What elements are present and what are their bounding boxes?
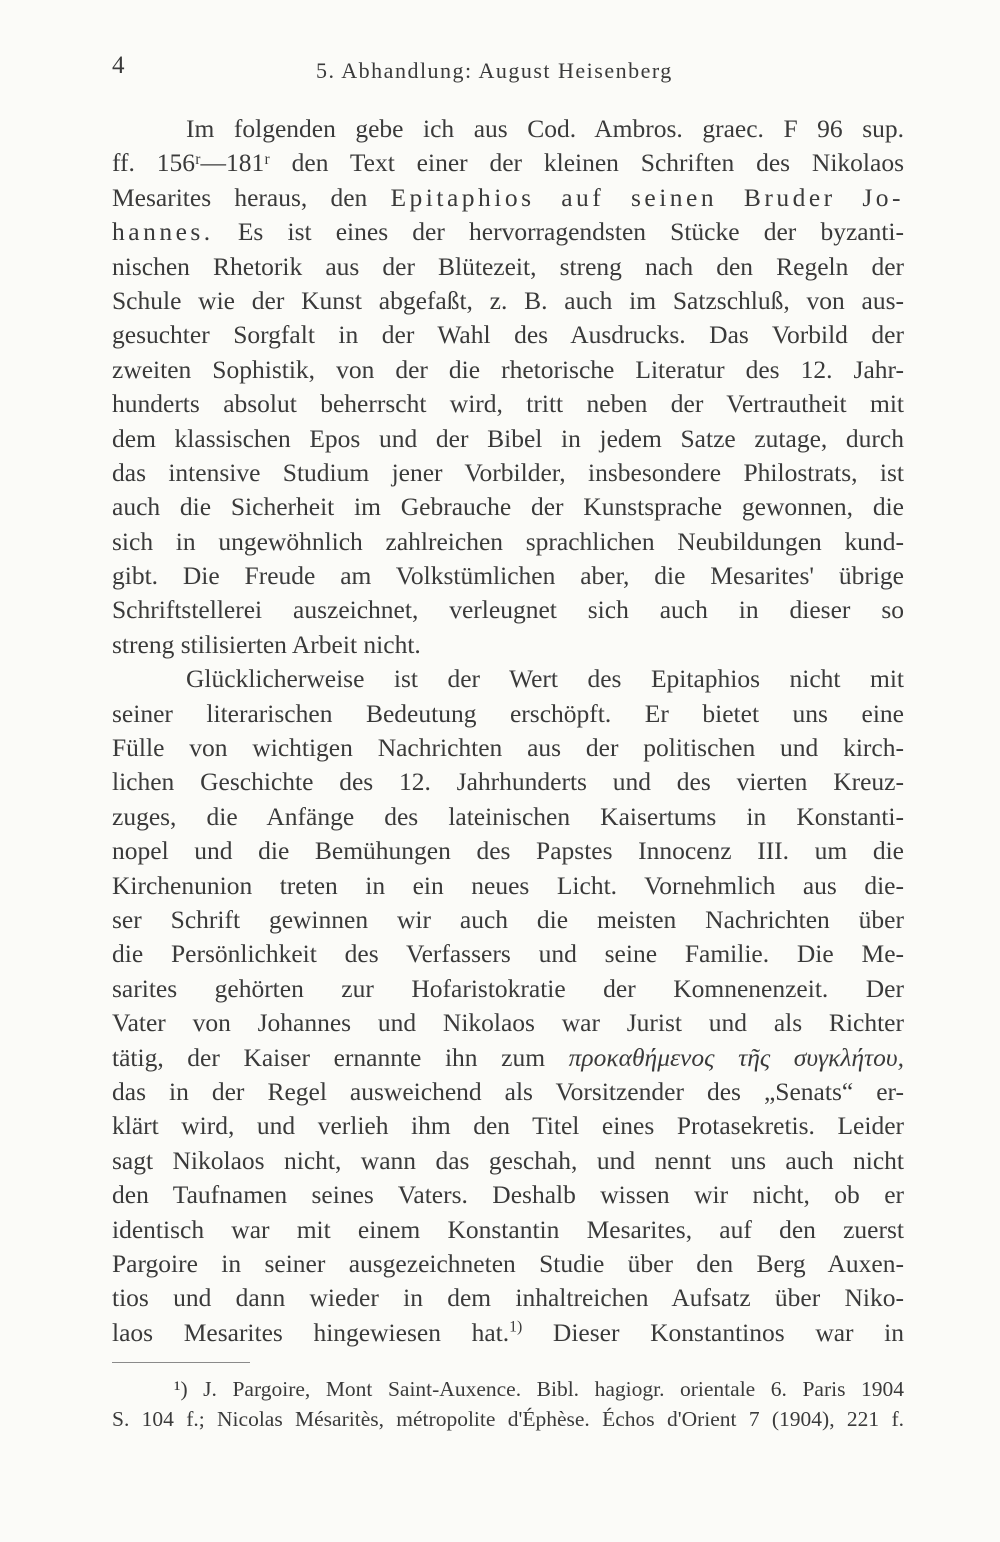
text-line: sarites gehörten zur Hofaristokratie der Komnenenzeit. Der (112, 973, 904, 1003)
text-line: tios und dann wieder in dem inhaltreichen Aufsatz über Niko- (112, 1283, 904, 1313)
spaced-title-end: hannes. (112, 217, 214, 247)
text-line: Glücklicherweise ist der Wert des Epitaphios nicht mit (186, 664, 904, 694)
text-line: dem klassischen Epos und der Bibel in jedem Satze zutage, durch (112, 423, 904, 453)
body-text (112, 112, 904, 1350)
footnotes (112, 1374, 904, 1434)
footnote-mark: 1) (509, 1318, 523, 1336)
text-line: Mesarites heraus, den Epitaphios auf seinen Bruder Jo- (112, 182, 904, 212)
text-line: seiner literarischen Bedeutung erschöpft. Er bietet uns eine (112, 698, 904, 728)
text-line: sagt Nikolaos nicht, wann das geschah, und nennt uns auch nicht (112, 1145, 904, 1175)
text-line: lichen Geschichte des 12. Jahrhunderts und des vierten Kreuz- (112, 767, 904, 797)
text-line: den Taufnamen seines Vaters. Deshalb wissen wir nicht, ob er (112, 1180, 904, 1210)
text-line: hunderts absolut beherrscht wird, tritt neben der Vertrautheit mit (112, 389, 904, 419)
page-number: 4 (112, 52, 125, 79)
page-header (112, 52, 904, 92)
text-line: das in der Regel ausweichend als Vorsitzender des „Senats“ er- (112, 1076, 904, 1106)
text-line: sich in ungewöhnlich zahlreichen sprachlichen Neubildungen kund- (112, 526, 904, 556)
text-line: zweiten Sophistik, von der die rhetorische Literatur des 12. Jahr- (112, 354, 904, 384)
text-segment: tätig, der Kaiser ernannte ihn zum (112, 1042, 546, 1072)
text-line: Im folgenden gebe ich aus Cod. Ambros. graec. F 96 sup. (186, 114, 904, 143)
text-line: Kirchenunion treten in ein neues Licht. Vornehmlich aus die- (112, 870, 904, 900)
text-line: hannes. Es ist eines der hervorragendsten Stücke der byzanti- (112, 217, 904, 247)
text-line: ff. 156ʳ—181ʳ den Text einer der kleinen Schriften des Nikolaos (112, 148, 904, 178)
text-line: Schule wie der Kunst abgefaßt, z. B. auch im Satzschluß, von aus- (112, 285, 904, 315)
text-line: gibt. Die Freude am Volkstümlichen aber, die Mesarites' übrige (112, 561, 904, 591)
text-line: identisch war mit einem Konstantin Mesarites, auf den zuerst (112, 1214, 904, 1244)
footnote-line: S. 104 f.; Nicolas Mésaritès, métropolite d'Éphèse. Échos d'Orient 7 (1904), 221 f. (112, 1407, 904, 1431)
text-line: Fülle von wichtigen Nachrichten aus der politischen und kirch- (112, 733, 904, 763)
text-line: gesuchter Sorgfalt in der Wahl des Ausdrucks. Das Vorbild der (112, 320, 904, 350)
text-line: ser Schrift gewinnen wir auch die meisten Nachrichten über (112, 904, 904, 934)
text-line: auch die Sicherheit im Gebrauche der Kunstsprache gewonnen, die (112, 492, 904, 522)
text-segment: laos Mesarites hingewiesen hat. (112, 1317, 510, 1347)
text-line (112, 1316, 904, 1350)
text-line: die Persönlichkeit des Verfassers und seine Familie. Die Me- (112, 939, 904, 969)
text-line: Pargoire in seiner ausgezeichneten Studie über den Berg Auxen- (112, 1248, 904, 1278)
spaced-title: Epitaphios auf seinen Bruder Jo- (390, 182, 904, 212)
text-line: zuges, die Anfänge des lateinischen Kaisertums in Konstanti- (112, 801, 904, 831)
text-line: Vater von Johannes und Nikolaos war Jurist und als Richter (112, 1008, 904, 1038)
footnote-divider (112, 1362, 250, 1363)
text-segment: Dieser Konstantinos war in (552, 1317, 905, 1347)
text-line: nopel und die Bemühungen des Papstes Innocenz III. um die (112, 836, 904, 866)
footnote-line: ¹) J. Pargoire, Mont Saint-Auxence. Bibl. hagiogr. orientale 6. Paris 1904 (174, 1377, 904, 1401)
text-line (112, 1041, 904, 1075)
text-line: streng stilisierten Arbeit nicht. (112, 629, 421, 659)
text-line: Schriftstellerei auszeichnet, verleugnet sich auch in dieser so (112, 595, 904, 625)
text-line: klärt wird, und verlieh ihm den Titel eines Protasekretis. Leider (112, 1111, 904, 1141)
text-line: nischen Rhetorik aus der Blütezeit, streng nach den Regeln der (112, 251, 904, 281)
running-head: 5. Abhandlung: August Heisenberg (316, 58, 673, 83)
greek-phrase: προκαθήμενος τῆς συγκλήτου, (568, 1042, 904, 1072)
text-line: das intensive Studium jener Vorbilder, insbesondere Philostrats, ist (112, 457, 904, 487)
